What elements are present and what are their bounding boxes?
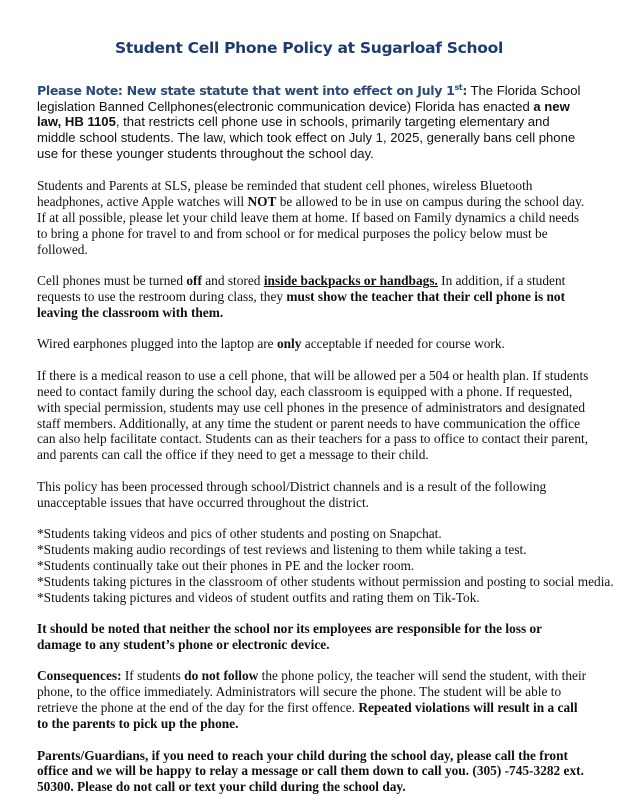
reminder-text-1: Students and Parents at SLS, please be reminded that student cell phones, wireless Bluetooth headphones, active Apple watches will xyxy=(37,178,533,210)
issue-item: *Students continually take out their phones in PE and the locker room. xyxy=(37,557,415,573)
note-heading-text: Please Note: New state statute that went into effect on July 1 xyxy=(37,83,455,99)
liability-paragraph: It should be noted that neither the school nor its employees are responsible for the loss or damage to any student’s phone or electronic device. xyxy=(37,621,542,652)
storage-text-3: In addition, if a student requests to use the restroom during class, they xyxy=(37,273,566,305)
contact-paragraph: Parents/Guardians, if you need to reach your child during the school day, please call the front office and we will be happy to relay a message or call them down to call you. (305) -745-3282 ext. 50300. Please do not call or text your child during the school day. xyxy=(37,747,584,795)
storage-off-emphasis: off xyxy=(186,273,202,289)
issues-list xyxy=(37,526,614,606)
consequences-repeat-rule: Repeated violations will result in a call to the parents to pick up the phone. xyxy=(37,700,578,732)
reminder-paragraph xyxy=(37,178,589,258)
storage-paragraph xyxy=(37,273,589,321)
note-heading-colon: : xyxy=(462,83,468,99)
process-paragraph: This policy has been processed through school/District channels and is a result of the following unacceptable issues that have occurred throughout the district. xyxy=(37,478,547,510)
issue-item: *Students taking pictures and videos of student outfits and rating them on Tik-Tok. xyxy=(37,589,480,605)
note-text-1: The Florida School legislation Banned Cellphones(electronic communication device) Florida has enacted xyxy=(37,83,581,114)
issue-item: *Students making audio recordings of test reviews and listening to them while taking a test. xyxy=(37,541,527,557)
reminder-text-2: be allowed to be in use on campus during the school day. If at all possible, please let your child leave them at home. If based on Family dynamics a child needs to bring a phone for travel to and from school or for medical purposes the policy below must be followed. xyxy=(37,194,585,257)
storage-text-2: and stored xyxy=(201,273,264,289)
page-title: Student Cell Phone Policy at Sugarloaf School xyxy=(115,39,503,57)
earphones-paragraph xyxy=(37,336,589,352)
consequences-emphasis: do not follow xyxy=(184,668,259,684)
document-body xyxy=(37,80,614,811)
consequences-paragraph xyxy=(37,668,589,732)
storage-text-1: Cell phones must be turned xyxy=(37,273,187,289)
consequences-label: Consequences: xyxy=(37,668,122,684)
reminder-not-emphasis: NOT xyxy=(247,194,277,210)
note-heading xyxy=(37,83,467,98)
state-statute-note xyxy=(37,80,589,161)
earphones-only-emphasis: only xyxy=(276,336,302,352)
issue-item: *Students taking pictures in the classroom of other students without permission and posting to social media. xyxy=(37,573,614,589)
storage-restroom-rule: must show the teacher that their cell phone is not leaving the classroom with them. xyxy=(37,289,566,320)
note-heading-superscript: st xyxy=(454,83,463,92)
note-text-2: , that restricts cell phone use in schools, primarily targeting elementary and middle school students. The law, which took effect on July 1, 2025, generally bans cell phone use for these younger students throughout the school day. xyxy=(37,114,576,161)
consequences-text-1: If students xyxy=(121,668,185,684)
earphones-text-1: Wired earphones plugged into the laptop are xyxy=(37,336,277,352)
consequences-text-2: the phone policy, the teacher will send the student, with their phone, to the office immediately. Administrators will secure the phone. The student will be able to retrieve the phone at the end of the day for the first offence. xyxy=(37,668,587,716)
medical-paragraph: If there is a medical reason to use a cell phone, that will be allowed per a 504 or health plan. If students need to contact family during the school day, each classroom is equipped with a phone. If requested, with special permission, students may use cell phones in the presence of administrators and designated staff members. Additionally, at any time the student or parent needs to have communication the office can also help facilitate contact. Students can as their teachers for a pass to office to contact their parent, and parents can call the office if they need to get a message to their child. xyxy=(37,367,589,463)
earphones-text-2: acceptable if needed for course work. xyxy=(301,336,505,352)
note-law-name: a new law, HB 1105 xyxy=(37,98,570,130)
storage-location-emphasis: inside backpacks or handbags. xyxy=(263,273,438,289)
issue-item: *Students taking videos and pics of other students and posting on Snapchat. xyxy=(37,526,442,542)
